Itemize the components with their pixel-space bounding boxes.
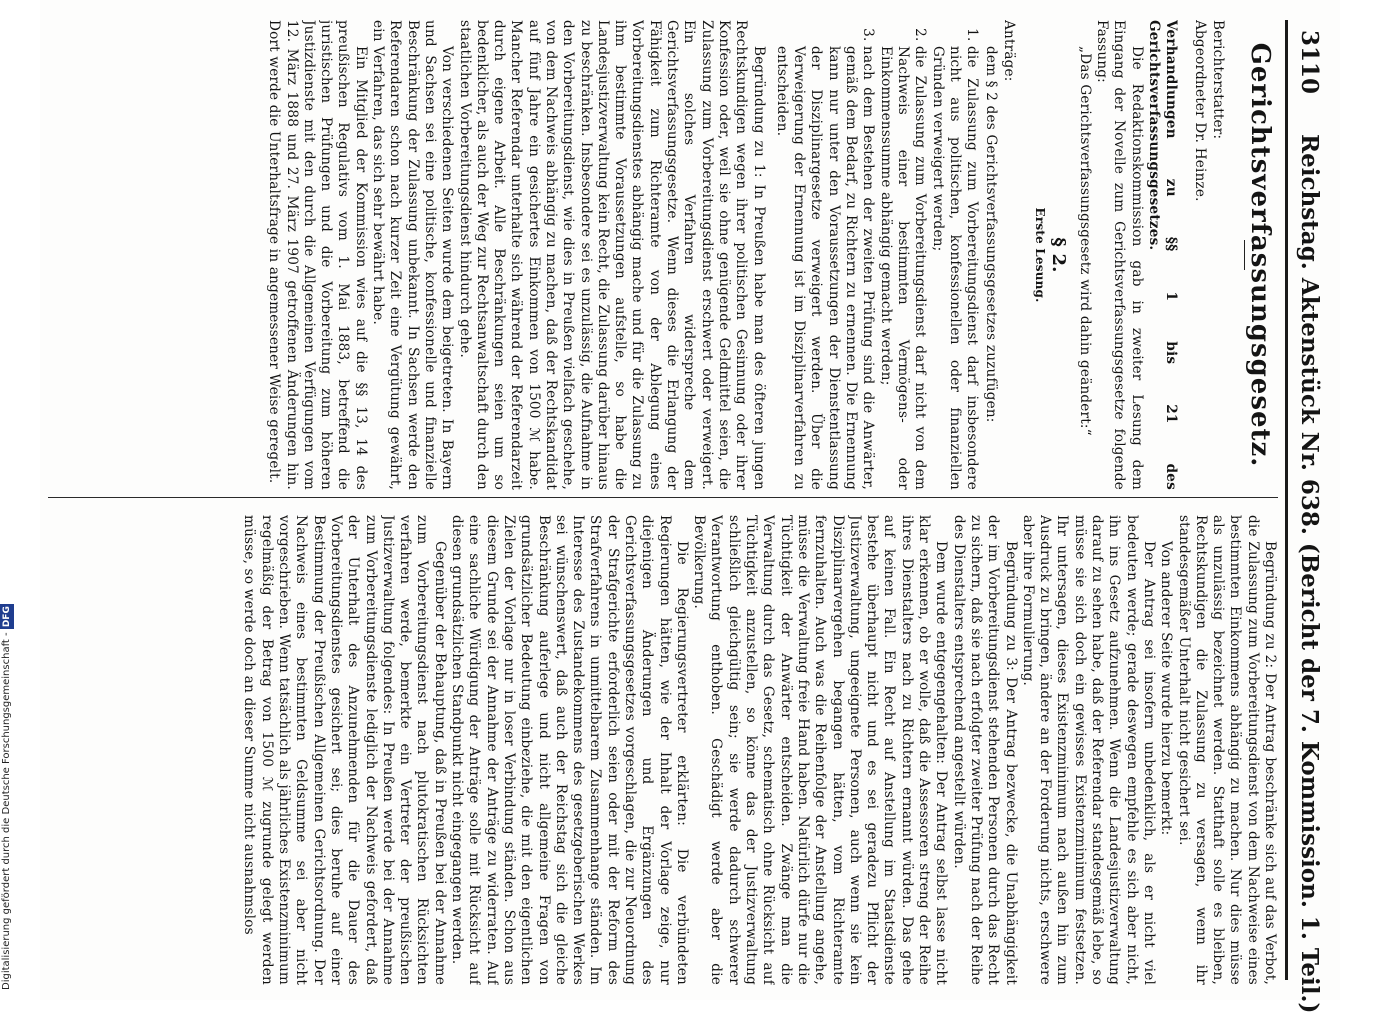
list-item: 2. die Zulassung zum Vorbereitungsdienst darf nicht von dem Nachweis einer bestimmten Vermögens- oder Einkommenssumme abhängig gemacht werden; bbox=[876, 46, 928, 490]
section-heading: Verhandlungen zu §§ 1 bis 21 des Gerichtsverfassungsgesetzes. bbox=[1145, 20, 1180, 490]
page-header-title: Reichstag. Aktenstück Nr. 638. (Bericht der 7. Kommission. 1. Teil.) bbox=[1296, 134, 1324, 1013]
paragraph: Die Redaktionskommission gab in zweiter Lesung dem Eingang der Novelle zum Gerichtsverfassungsgesetze folgende Fassung: bbox=[1093, 20, 1145, 490]
paragraph: Gegenüber der Behauptung, daß in Preußen bei der Annahme zum Vorbereitungsdienst nach plutokratischen Rücksichten verfahren werde, bemerkte ein Vertreter der preußischen Justizverwaltung folgendes: In Preußen werde bei der Annahme zum Vorbereitungsdienste lediglich der Nachweis gefordert, daß der Unterhalt des Anzunehmenden für die Dauer des Vorbereitungsdienstes gesichert sei; dies beruhe auf einer Bestimmung der Preußischen Allgemeinen Gerichtsordnung. Der Nachweis eines bestimmten Geldsumme sei aber nicht vorgeschrieben. Wenn tatsächlich als jährliches Existenzminimum regelmäßig der Betrag von 1500 ℳ zugrunde gelegt werden müsse, so werde doch an dieser Summe nicht ausnahmslos bbox=[241, 515, 448, 985]
stamp-text: Digitalisierung gefördert durch die Deutsche Forschungsgemeinschaft - bbox=[1, 632, 12, 990]
antraege-list bbox=[773, 20, 981, 490]
scanned-page bbox=[40, 0, 1340, 1013]
right-column bbox=[48, 515, 1278, 985]
reading-label: Erste Lesung. bbox=[1033, 207, 1048, 303]
antraege-label: Anträge: bbox=[1000, 20, 1017, 82]
header-rule bbox=[1285, 20, 1288, 980]
paragraph: Begründung zu 3: Der Antrag bezwecke, die Unabhängigkeit der im Vorbereitungsdienst stehenden Personen durch das Recht zu sichern, daß sie nach erfolgter zweiter Prüfung nach der Reihe des Dienstalters entsprechend angestellt würden. bbox=[950, 515, 1019, 985]
reporter-name: Abgeordneter Dr. Heinze. bbox=[1192, 20, 1209, 202]
page-header bbox=[1290, 30, 1330, 1013]
column-divider bbox=[48, 497, 1278, 498]
paragraph: Der Antrag sei insofern unbedenklich, als er nicht viel bedeuten werde; gerade deswegen empfehle es sich aber nicht, ihn ins Gesetz aufzunehmen. Wenn die Landesjustizverwaltung darauf zu sehen habe, daß der Referendar standesgemäß lebe, so müsse sie sich doch ein gewisses Existenzminimum festsetzen. Ihr untersagen, dieses Existenzminimum nach außen hin zum Ausdruck zu bringen, ändere an der Forderung nichts, erschwere aber ihre Formulierung. bbox=[1019, 515, 1157, 985]
reporter-label: Berichterstatter: bbox=[1209, 20, 1226, 140]
dfg-logo: DFG bbox=[2, 606, 12, 628]
paragraph: Dem wurde entgegengehalten: Der Antrag selbst lasse nicht klar erkennen, ob er wolle, daß die Assessoren streng der Reihe ihres Dienstalters nach zu Richtern ernannt würden. Das gehe auf keinen Fall. Ein Recht auf Anstellung im Staatsdienste bestehe überhaupt nicht und es sei geradezu Pflicht der Justizverwaltung, ungeeignete Personen, auch wenn sie kein Disziplinarvergehen begangen hätten, vom Richteramte fernzuhalten. Auch was die Reihenfolge der Anstellung angehe, müsse die Verwaltung freie Hand haben. Natürlich dürfe nur die Tüchtigkeit der Anwärter entscheiden. Zwänge man die Verwaltung durch das Gesetz, schematisch ohne Rücksicht auf Tüchtigkeit anzustellen, so könne das der Justizverwaltung schließlich gleichgültig sein; sie werde dadurch schwerer Verantwortung enthoben. Geschädigt werde aber die Bevölkerung. bbox=[691, 515, 950, 985]
list-item: 3. nach dem Bestehen der zweiten Prüfung sind die Anwärter, gemäß dem Bedarf, zu Richtern zu ernennen. Die Ernennung kann nur unter den Voraussetzungen der Dienstentlassung der Disziplinargesetze verweigert werden. Über die Verweigerung der Ernennung ist im Disziplinarverfahren zu entscheiden. bbox=[773, 46, 877, 490]
paragraph: Die Regierungsvertreter erklärten: Die verbündeten Regierungen hätten, wie der Inhalt der Vorlage zeige, nur diejenigen Änderungen und Ergänzungen des Gerichtsverfassungsgesetzes vorgeschlagen, die zur Neuordnung der Strafgerichte erforderlich seien oder mit der Reform des Strafverfahrens in unmittelbarem Zusammenhange ständen. Im Interesse des Zustandekommens des gesetzgeberischen Werkes sei wünschenswert, daß auch der Reichstag sich die gleiche Beschränkung auferlege und nicht allgemeine Fragen von grundsätzlicher Bedeutung einbeziehe, die mit den eigentlichen Zielen der Vorlage nur in loser Verbindung ständen. Schon aus diesem Grunde sei der Annahme der Anträge zu widerraten. Auf eine sachliche Würdigung der Anträge solle mit Rücksicht auf diesen grundsätzlichen Standpunkt nicht eingegangen werden. bbox=[449, 515, 690, 985]
antraege-intro: dem § 2 des Gerichtsverfassungsgesetzes zuzufügen: bbox=[983, 46, 1000, 423]
paragraph: Ein Mitglied der Kommission wies auf die §§ 13, 14 des preußischen Regulativs vom 1. Mai 1883, betreffend die juristischen Prüfungen und die Vorbereitung zum höheren Justizdienste mit den durch die Allgemeinen Verfügungen vom 12. März 1888 und 27. März 1907 getroffenen Änderungen hin. Dort werde die Unterhaltsfrage in angemessener Weise geregelt. bbox=[266, 20, 369, 490]
paragraph: „Das Gerichtsverfassungsgesetz wird dahin geändert:“ bbox=[1076, 46, 1093, 436]
section-title: Gerichtsverfassungsgesetz. bbox=[1245, 42, 1275, 468]
paragraph: Begründung zu 1: In Preußen habe man des öfteren jungen Rechtskundigen wegen ihrer politischen Gesinnung oder ihrer Konfession oder, weil sie ohne genügende Geldmittel seien, die Zulassung zum Vorbereitungsdienst erschwert oder verweigert. Ein solches Verfahren widerspreche dem Gerichtsverfassungsgesetze. Wenn dieses die Erlangung der Fähigkeit zum Richteramte von der Ablegung eines Vorbereitungsdienstes abhängig mache und für die Zulassung zu ihm bestimmte Voraussetzungen aufstelle, so habe die Landesjustizverwaltung kein Recht, die Zulassung darüber hinaus zu beschränken. Insbesondere sei es unzulässig, die Aufnahme in den Vorbereitungsdienst, wie dies in Preußen vielfach geschehe, von dem Nachweis abhängig zu machen, daß der Rechtskandidat auf fünf Jahre ein gesichertes Einkommen von 1500 ℳ habe. Mancher Referendar unterhalte sich während der Referendarzeit durch eigene Arbeit. Alle Beschränkungen seien um so bedenklicher, als auch der Weg zur Rechtsanwaltschaft durch den staatlichen Vorbereitungsdienst hindurch gehe. bbox=[456, 20, 767, 490]
page-number: 3110 bbox=[1296, 30, 1324, 95]
side-stamp bbox=[0, 0, 14, 1000]
paragraph: Begründung zu 2: Der Antrag beschränke sich auf das Verbot, die Zulassung zum Vorbereitungsdienst von dem Nachweise eines bestimmten Einkommens abhängig zu machen. Nur dies müsse als unzulässig bezeichnet werden. Statthaft solle es bleiben, Rechtskundigen die Zulassung zu versagen, wenn ihr standesgemäßer Unterhalt nicht gesichert sei. bbox=[1175, 515, 1278, 985]
paragraph: Von anderer Seite wurde hierzu bemerkt: bbox=[1158, 541, 1175, 836]
list-item: 1. die Zulassung zum Vorbereitungsdienst darf insbesondere nicht aus politischen, konfessionellen oder finanziellen Gründen verweigert werden; bbox=[928, 46, 980, 490]
paragraph-sign: § 2. bbox=[1048, 237, 1070, 273]
left-column bbox=[48, 20, 1278, 490]
paragraph: Von verschiedenen Seiten wurde dem beigetreten. In Bayern und Sachsen sei eine politische, konfessionelle und finanzielle Beschränkung der Zulassung unbekannt. In Sachsen werde den Referendaren schon nach kurzer Zeit eine Vergütung gewährt, ein Verfahren, das sich sehr bewährt habe. bbox=[370, 20, 456, 490]
